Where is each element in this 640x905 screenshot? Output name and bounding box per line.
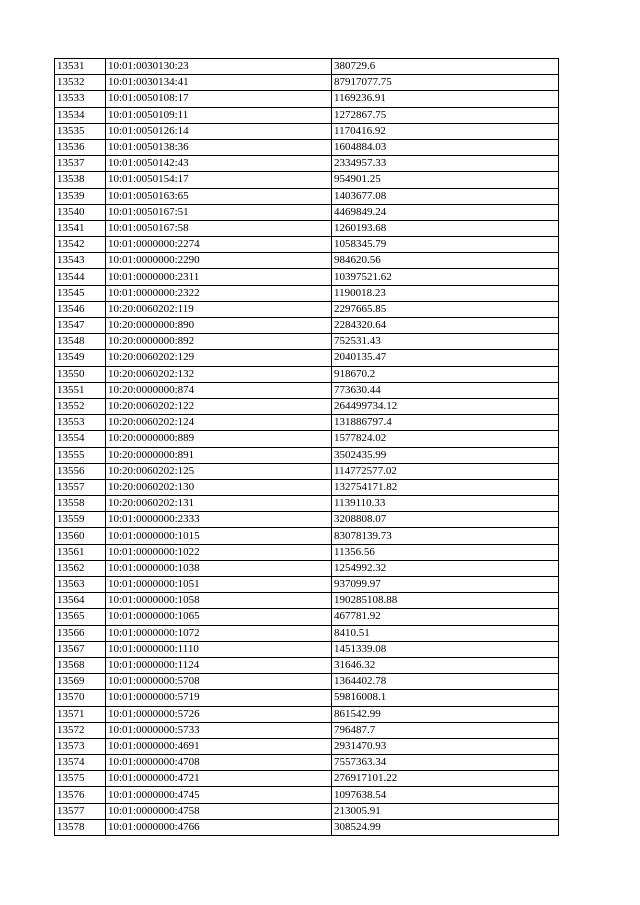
row-number-cell: 13540 xyxy=(55,204,106,220)
cadastral-number-cell: 10:01:0050142:43 xyxy=(106,156,332,172)
cadastral-number-cell: 10:01:0050108:17 xyxy=(106,91,332,107)
row-number-cell: 13566 xyxy=(55,625,106,641)
row-number-cell: 13576 xyxy=(55,787,106,803)
table-row xyxy=(55,560,559,576)
cadastral-number-cell: 10:01:0000000:2311 xyxy=(106,269,332,285)
cadastral-number-cell: 10:01:0000000:1110 xyxy=(106,641,332,657)
row-number-cell: 13577 xyxy=(55,803,106,819)
cadastral-number-cell: 10:01:0000000:1038 xyxy=(106,560,332,576)
table-row xyxy=(55,641,559,657)
row-number-cell: 13544 xyxy=(55,269,106,285)
row-number-cell: 13560 xyxy=(55,528,106,544)
cadastral-number-cell: 10:01:0000000:4758 xyxy=(106,803,332,819)
cadastral-number-cell: 10:01:0000000:1015 xyxy=(106,528,332,544)
row-number-cell: 13533 xyxy=(55,91,106,107)
row-number-cell: 13565 xyxy=(55,609,106,625)
table-row xyxy=(55,544,559,560)
table-row xyxy=(55,285,559,301)
table-row xyxy=(55,625,559,641)
cadastral-number-cell: 10:01:0000000:4691 xyxy=(106,738,332,754)
value-cell: 114772577.02 xyxy=(332,463,559,479)
table-row xyxy=(55,463,559,479)
value-cell: 861542.99 xyxy=(332,706,559,722)
value-cell: 59816008.1 xyxy=(332,690,559,706)
cadastral-number-cell: 10:20:0060202:122 xyxy=(106,398,332,414)
cadastral-number-cell: 10:01:0000000:4745 xyxy=(106,787,332,803)
cadastral-number-cell: 10:20:0060202:132 xyxy=(106,366,332,382)
table-row xyxy=(55,496,559,512)
table-row xyxy=(55,479,559,495)
value-cell: 2284320.64 xyxy=(332,318,559,334)
value-cell: 1190018.23 xyxy=(332,285,559,301)
cadastral-number-cell: 10:01:0000000:4721 xyxy=(106,771,332,787)
cadastral-number-cell: 10:01:0000000:1022 xyxy=(106,544,332,560)
row-number-cell: 13531 xyxy=(55,59,106,75)
cadastral-number-cell: 10:01:0050167:58 xyxy=(106,220,332,236)
table-row xyxy=(55,156,559,172)
table-row xyxy=(55,512,559,528)
value-cell: 3502435.99 xyxy=(332,447,559,463)
table-row xyxy=(55,220,559,236)
cadastral-number-cell: 10:01:0000000:5719 xyxy=(106,690,332,706)
cadastral-number-cell: 10:20:0000000:874 xyxy=(106,382,332,398)
row-number-cell: 13557 xyxy=(55,479,106,495)
cadastral-number-cell: 10:01:0050109:11 xyxy=(106,107,332,123)
table-row xyxy=(55,366,559,382)
cadastral-number-cell: 10:20:0000000:891 xyxy=(106,447,332,463)
cadastral-number-cell: 10:01:0000000:1058 xyxy=(106,593,332,609)
row-number-cell: 13546 xyxy=(55,301,106,317)
table-row xyxy=(55,139,559,155)
table-row xyxy=(55,172,559,188)
cadastral-number-cell: 10:01:0050167:51 xyxy=(106,204,332,220)
value-cell: 2297665.85 xyxy=(332,301,559,317)
row-number-cell: 13532 xyxy=(55,75,106,91)
row-number-cell: 13549 xyxy=(55,350,106,366)
table-row xyxy=(55,59,559,75)
value-cell: 937099.97 xyxy=(332,577,559,593)
cadastral-number-cell: 10:01:0000000:2322 xyxy=(106,285,332,301)
value-cell: 1139110.33 xyxy=(332,496,559,512)
cadastral-number-cell: 10:01:0030130:23 xyxy=(106,59,332,75)
value-cell: 8410.51 xyxy=(332,625,559,641)
value-cell: 1451339.08 xyxy=(332,641,559,657)
value-cell: 11356.56 xyxy=(332,544,559,560)
table-row xyxy=(55,188,559,204)
value-cell: 1577824.02 xyxy=(332,431,559,447)
row-number-cell: 13550 xyxy=(55,366,106,382)
row-number-cell: 13553 xyxy=(55,415,106,431)
table-row xyxy=(55,657,559,673)
value-cell: 1260193.68 xyxy=(332,220,559,236)
table-row xyxy=(55,819,559,835)
value-cell: 1058345.79 xyxy=(332,237,559,253)
value-cell: 1364402.78 xyxy=(332,674,559,690)
cadastral-number-cell: 10:20:0060202:131 xyxy=(106,496,332,512)
cadastral-number-cell: 10:01:0000000:2333 xyxy=(106,512,332,528)
row-number-cell: 13564 xyxy=(55,593,106,609)
row-number-cell: 13554 xyxy=(55,431,106,447)
value-cell: 10397521.62 xyxy=(332,269,559,285)
table-row xyxy=(55,803,559,819)
cadastral-number-cell: 10:01:0050163:65 xyxy=(106,188,332,204)
table-row xyxy=(55,738,559,754)
cadastral-number-cell: 10:01:0000000:4766 xyxy=(106,819,332,835)
row-number-cell: 13571 xyxy=(55,706,106,722)
row-number-cell: 13567 xyxy=(55,641,106,657)
value-cell: 3208808.07 xyxy=(332,512,559,528)
table-row xyxy=(55,609,559,625)
row-number-cell: 13539 xyxy=(55,188,106,204)
cadastral-number-cell: 10:20:0060202:130 xyxy=(106,479,332,495)
table-row xyxy=(55,107,559,123)
row-number-cell: 13569 xyxy=(55,674,106,690)
table-row xyxy=(55,334,559,350)
row-number-cell: 13545 xyxy=(55,285,106,301)
row-number-cell: 13538 xyxy=(55,172,106,188)
cadastral-number-cell: 10:01:0000000:5708 xyxy=(106,674,332,690)
table-body xyxy=(55,59,559,836)
cadastral-number-cell: 10:01:0000000:5726 xyxy=(106,706,332,722)
table-row xyxy=(55,123,559,139)
value-cell: 7557363.34 xyxy=(332,755,559,771)
row-number-cell: 13561 xyxy=(55,544,106,560)
value-cell: 2040135.47 xyxy=(332,350,559,366)
row-number-cell: 13572 xyxy=(55,722,106,738)
row-number-cell: 13537 xyxy=(55,156,106,172)
value-cell: 918670.2 xyxy=(332,366,559,382)
value-cell: 1170416.92 xyxy=(332,123,559,139)
value-cell: 83078139.73 xyxy=(332,528,559,544)
row-number-cell: 13575 xyxy=(55,771,106,787)
value-cell: 1604884.03 xyxy=(332,139,559,155)
table-row xyxy=(55,350,559,366)
value-cell: 87917077.75 xyxy=(332,75,559,91)
value-cell: 1403677.08 xyxy=(332,188,559,204)
cadastral-number-cell: 10:20:0060202:124 xyxy=(106,415,332,431)
value-cell: 276917101.22 xyxy=(332,771,559,787)
value-cell: 131886797.4 xyxy=(332,415,559,431)
cadastral-number-cell: 10:01:0000000:1065 xyxy=(106,609,332,625)
value-cell: 752531.43 xyxy=(332,334,559,350)
cadastral-number-cell: 10:20:0000000:890 xyxy=(106,318,332,334)
value-cell: 773630.44 xyxy=(332,382,559,398)
table-row xyxy=(55,431,559,447)
cadastral-number-cell: 10:01:0000000:5733 xyxy=(106,722,332,738)
table-row xyxy=(55,253,559,269)
value-cell: 467781.92 xyxy=(332,609,559,625)
cadastral-number-cell: 10:01:0000000:2290 xyxy=(106,253,332,269)
value-cell: 264499734.12 xyxy=(332,398,559,414)
table-row xyxy=(55,415,559,431)
table-row xyxy=(55,787,559,803)
row-number-cell: 13536 xyxy=(55,139,106,155)
value-cell: 796487.7 xyxy=(332,722,559,738)
table-row xyxy=(55,674,559,690)
table-row xyxy=(55,690,559,706)
value-cell: 308524.99 xyxy=(332,819,559,835)
table-row xyxy=(55,318,559,334)
row-number-cell: 13551 xyxy=(55,382,106,398)
cadastral-number-cell: 10:01:0050138:36 xyxy=(106,139,332,155)
row-number-cell: 13558 xyxy=(55,496,106,512)
value-cell: 2931470.93 xyxy=(332,738,559,754)
table-row xyxy=(55,269,559,285)
data-table xyxy=(54,58,559,836)
table-row xyxy=(55,722,559,738)
row-number-cell: 13534 xyxy=(55,107,106,123)
value-cell: 213005.91 xyxy=(332,803,559,819)
cadastral-number-cell: 10:01:0030134:41 xyxy=(106,75,332,91)
row-number-cell: 13542 xyxy=(55,237,106,253)
row-number-cell: 13563 xyxy=(55,577,106,593)
row-number-cell: 13578 xyxy=(55,819,106,835)
value-cell: 984620.56 xyxy=(332,253,559,269)
table-row xyxy=(55,771,559,787)
table-row xyxy=(55,593,559,609)
row-number-cell: 13559 xyxy=(55,512,106,528)
row-number-cell: 13556 xyxy=(55,463,106,479)
table-row xyxy=(55,447,559,463)
table-row xyxy=(55,75,559,91)
row-number-cell: 13535 xyxy=(55,123,106,139)
value-cell: 190285108.88 xyxy=(332,593,559,609)
table-row xyxy=(55,577,559,593)
table-row xyxy=(55,528,559,544)
cadastral-number-cell: 10:01:0000000:1072 xyxy=(106,625,332,641)
row-number-cell: 13573 xyxy=(55,738,106,754)
row-number-cell: 13543 xyxy=(55,253,106,269)
value-cell: 1272867.75 xyxy=(332,107,559,123)
value-cell: 1097638.54 xyxy=(332,787,559,803)
value-cell: 1169236.91 xyxy=(332,91,559,107)
cadastral-number-cell: 10:01:0000000:4708 xyxy=(106,755,332,771)
table-row xyxy=(55,301,559,317)
row-number-cell: 13547 xyxy=(55,318,106,334)
value-cell: 132754171.82 xyxy=(332,479,559,495)
cadastral-number-cell: 10:20:0000000:889 xyxy=(106,431,332,447)
value-cell: 1254992.32 xyxy=(332,560,559,576)
cadastral-number-cell: 10:20:0060202:125 xyxy=(106,463,332,479)
cadastral-number-cell: 10:20:0060202:119 xyxy=(106,301,332,317)
row-number-cell: 13562 xyxy=(55,560,106,576)
cadastral-number-cell: 10:01:0050154:17 xyxy=(106,172,332,188)
row-number-cell: 13541 xyxy=(55,220,106,236)
table-row xyxy=(55,398,559,414)
cadastral-number-cell: 10:01:0050126:14 xyxy=(106,123,332,139)
row-number-cell: 13568 xyxy=(55,657,106,673)
table-row xyxy=(55,706,559,722)
row-number-cell: 13574 xyxy=(55,755,106,771)
value-cell: 4469849.24 xyxy=(332,204,559,220)
cadastral-number-cell: 10:20:0060202:129 xyxy=(106,350,332,366)
value-cell: 954901.25 xyxy=(332,172,559,188)
cadastral-number-cell: 10:01:0000000:2274 xyxy=(106,237,332,253)
cadastral-number-cell: 10:01:0000000:1124 xyxy=(106,657,332,673)
cadastral-number-cell: 10:01:0000000:1051 xyxy=(106,577,332,593)
table-row xyxy=(55,237,559,253)
table-row xyxy=(55,382,559,398)
row-number-cell: 13552 xyxy=(55,398,106,414)
table-row xyxy=(55,91,559,107)
value-cell: 380729.6 xyxy=(332,59,559,75)
row-number-cell: 13548 xyxy=(55,334,106,350)
cadastral-number-cell: 10:20:0000000:892 xyxy=(106,334,332,350)
row-number-cell: 13555 xyxy=(55,447,106,463)
row-number-cell: 13570 xyxy=(55,690,106,706)
table-row xyxy=(55,204,559,220)
value-cell: 31646.32 xyxy=(332,657,559,673)
value-cell: 2334957.33 xyxy=(332,156,559,172)
table-row xyxy=(55,755,559,771)
